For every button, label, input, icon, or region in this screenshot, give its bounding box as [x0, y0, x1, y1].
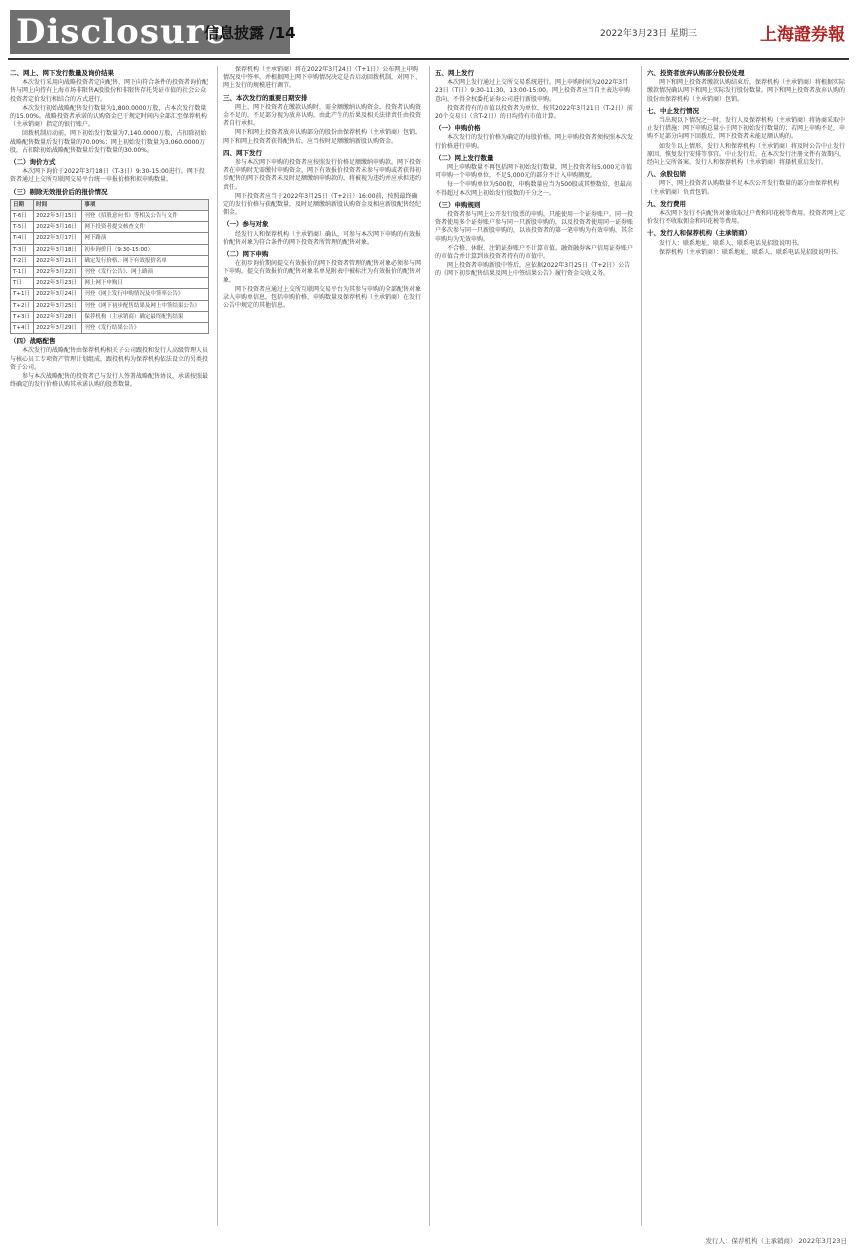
- issue-date: 2022年3月23日 星期三: [600, 29, 697, 39]
- table-cell: 2022年3月21日: [34, 255, 82, 266]
- paragraph: 回拨机制启动前，网下初始发行数量为7,140.0000万股，占扣除初始战略配售数量后发行数量的70.00%；网上初始发行数量为3,060.0000万股，占扣除初始战略配售数量后发行数量的30.00%。: [10, 130, 207, 154]
- table-body: [11, 211, 209, 334]
- column-divider: [217, 66, 218, 1226]
- table-row: [11, 311, 209, 322]
- table-cell: 2022年3月15日: [34, 211, 82, 222]
- paragraph: 网上申购数量不再包括网下初始发行数量，网上投资者每5,000元市值可申购一个申购单位，不足5,000元的部分不计入申购额度。: [435, 164, 633, 180]
- column-2: [223, 66, 422, 1226]
- column-divider: [641, 66, 642, 1226]
- schedule-table: [10, 199, 209, 334]
- table-row: [11, 300, 209, 311]
- paragraph: 不合格、休眠、注销证券账户不计算市值。融资融券客户信用证券账户的市值合并计算到该投资者持有的市值中。: [435, 244, 634, 261]
- table-cell: T-5日: [11, 222, 34, 233]
- paragraph: 本次发行初始战略配售发行数量为1,800.0000万股，占本次发行数量的15.00%。战略投资者承诺的认购资金已于规定时间内全部汇至保荐机构（主承销商）指定的银行账户。: [10, 104, 207, 129]
- heading: 八、余股包销: [647, 170, 686, 179]
- heading: （二）询价方式: [10, 158, 56, 167]
- table-cell: T-6日: [11, 211, 34, 222]
- paragraph: 网下和网上投资者缴款认购结束后，保荐机构（主承销商）将根据实际缴款情况确认网下和网上实际发行股份数量。网下和网上投资者放弃认购的股份由保荐机构（主承销商）包销。: [647, 79, 846, 103]
- column-4: [647, 66, 846, 1226]
- table-cell: 2022年3月16日: [34, 222, 82, 233]
- paragraph: 本次发行的发行价格为确定的每股价格。网上申购投资者须按照本次发行价格进行申购。: [435, 134, 634, 150]
- table-cell: 刊登《网上发行申购情况及中签率公告》: [82, 289, 209, 300]
- paragraph: 保荐机构（主承销商）：联系地址、联系人、联系电话见招股说明书。: [659, 248, 843, 256]
- table-row: [11, 267, 209, 278]
- table-row: [11, 244, 209, 255]
- heading: 二、网上、网下发行数量及询价结果: [10, 69, 114, 77]
- paragraph: 本次发行采用向战略投资者定向配售、网下向符合条件的投资者询价配售与网上向持有上海市场非限售A股股份和非限售存托凭证市值的社会公众投资者定价发行相结合的方式进行。: [10, 79, 209, 103]
- brand-banner: Disclosure: [10, 10, 290, 54]
- heading: 三、本次发行的重要日期安排: [223, 93, 308, 102]
- table-cell: T+1日: [11, 289, 34, 300]
- table-cell: 2022年3月29日: [34, 323, 82, 334]
- table-cell: 2022年3月17日: [34, 233, 82, 244]
- table-row: [11, 222, 209, 233]
- table-cell: 网上网下申购日: [82, 278, 209, 289]
- paragraph: 每一个申购单位为500股，申购数量应当为500股或其整数倍，但最高不得超过本次网上初始发行股数的千分之一。: [435, 181, 632, 197]
- heading: 四、网下发行: [223, 148, 262, 157]
- heading: （二）网下申购: [223, 250, 269, 259]
- heading: 十、发行人和保荐机构（主承销商）: [647, 229, 751, 238]
- table-cell: 确定发行价格、网下有效报价名单: [82, 255, 209, 266]
- table-cell: 2022年3月18日: [34, 244, 82, 255]
- column-3: [435, 66, 634, 1226]
- table-cell: T-3日: [11, 244, 34, 255]
- paragraph: 参与本次战略配售的投资者已与发行人签署战略配售协议，承诺按照最终确定的发行价格认购其承诺认购的股票数量。: [10, 373, 209, 389]
- table-row: [11, 323, 209, 334]
- table-cell: 刊登《招股意向书》等相关公告与文件: [82, 211, 209, 222]
- heading: （四）战略配售: [10, 337, 56, 346]
- table-title: （三）剔除无效报价后的报价情况: [10, 187, 108, 196]
- table-row: [11, 278, 209, 289]
- paragraph: 经发行人和保荐机构（主承销商）确认，可参与本次网下申购的有效报价配售对象为符合条件的网下投资者所管理的配售对象。: [223, 230, 422, 246]
- table-cell: 2022年3月22日: [34, 267, 82, 278]
- table-cell: T日: [11, 278, 34, 289]
- paragraph: 网上投资者申购新股中签后，应依据2022年3月25日（T+2日）公告的《网下初步配售结果及网上中签结果公告》履行资金交收义务。: [435, 262, 631, 278]
- table-cell: 初步询价日（9:30-15:00）: [82, 244, 209, 255]
- paragraph: 本次发行的战略配售由保荐机构相关子公司跟投和发行人高级管理人员与核心员工专项资产管理计划组成，跟投机构为保荐机构依法设立的另类投资子公司。: [10, 347, 209, 371]
- paragraph: 当出现以下情况之一时，发行人及保荐机构（主承销商）将协商采取中止发行措施：网下申购总量小于网下初始发行数量的；若网上申购不足，申购不足部分向网下回拨后，网下投资者未能足额认购的。: [647, 117, 846, 141]
- page-footer: 发行人：保荐机构（主承销商） 2022年3月23日: [705, 1237, 847, 1245]
- paragraph: 投资者持有的市值以投资者为单位，按其2022年3月21日（T-2日）前20个交易日（含T-2日）的日均持有市值计算。: [435, 104, 633, 121]
- paragraph: 本次网上发行通过上交所交易系统进行，网上申购时间为2022年3月23日（T日）9:30-11:30、13:00-15:00。网上投资者应当自主表达申购意向，不得全权委托证券公司进行新股申购。: [435, 79, 630, 103]
- table-cell: 刊登《发行结果公告》: [82, 323, 209, 334]
- section-title: 信息披露 /14: [204, 24, 296, 42]
- table-header-cell: 事项: [82, 199, 209, 210]
- table-cell: 2022年3月23日: [34, 278, 82, 289]
- table-row: [11, 289, 209, 300]
- table-cell: T+4日: [11, 323, 34, 334]
- paragraph: 发行人：联系地址、联系人、联系电话见招股说明书。: [659, 239, 804, 247]
- newspaper-masthead: 上海證券報: [760, 25, 845, 45]
- heading: （三）申购规则: [435, 200, 481, 209]
- heading: 五、网上发行: [435, 69, 474, 77]
- paragraph: 网下投资者应通过上交所互联网交易平台为其参与申购的全部配售对象录入申购单信息，包括申购价格、申购数量及保荐机构（主承销商）在发行公告中规定的其他信息。: [223, 285, 422, 310]
- table-cell: T-1日: [11, 267, 34, 278]
- table-row: [11, 255, 209, 266]
- table-header-cell: 时间: [34, 199, 82, 210]
- table-cell: T+3日: [11, 311, 34, 322]
- paragraph: 保荐机构（主承销商）将在2022年3月24日（T+1日）公布网上申购情况及中签率，并根据网上网下申购情况决定是否启动回拨机制，对网下、网上发行的规模进行调节。: [223, 66, 422, 90]
- table-cell: 刊登《网下初步配售结果及网上中签结果公告》: [82, 300, 209, 311]
- table-cell: 2022年3月28日: [34, 311, 82, 322]
- article-columns: [10, 66, 847, 1234]
- page-header: [0, 0, 857, 62]
- paragraph: 本次网下发行不向配售对象收取过户费和印花税等费用。投资者网上定价发行不收取佣金和印花税等费用。: [647, 210, 846, 226]
- heading: （二）网上发行数量: [435, 153, 494, 162]
- paragraph: 网下投资者应当于2022年3月25日（T+2日）16:00前，按照最终确定的发行价格与获配数量，及时足额缴纳新股认购资金及相应新股配售经纪佣金。: [223, 192, 422, 217]
- table-header-row: [11, 199, 209, 210]
- table-cell: 保荐机构（主承销商）确定最终配售结果: [82, 311, 209, 322]
- heading: 七、中止发行情况: [647, 106, 699, 115]
- table-header-cell: 日期: [11, 199, 34, 210]
- paragraph: 投资者参与网上公开发行股票的申购，只能使用一个证券账户。同一投资者使用多个证券账户参与同一只新股申购的，以及投资者使用同一证券账户多次参与同一只新股申购的，以该投资者的第一笔申购为有效申购，其余申购均为无效申购。: [435, 211, 634, 243]
- paragraph: 参与本次网下申购的投资者应按照发行价格足额缴纳申购款。网下投资者在申购时无需缴付申购资金。网下有效报价投资者未参与申购或者获得初步配售的网下投资者未及时足额缴纳申购款的，将被视为违约并应承担违约责任。: [223, 159, 422, 191]
- heading: 六、投资者放弃认购部分股份处理: [647, 69, 745, 77]
- paragraph: 本次网下询价于2022年3月18日（T-3日）9:30-15:00进行。网下投资者通过上交所互联网交易平台统一申报价格和拟申购数量。: [10, 168, 205, 184]
- heading: （一）参与对象: [223, 220, 269, 229]
- table-cell: 网下投资者提交核查文件: [82, 222, 209, 233]
- table-cell: T-2日: [11, 255, 34, 266]
- table-cell: 2022年3月25日: [34, 300, 82, 311]
- table-cell: T-4日: [11, 233, 34, 244]
- table-row: [11, 233, 209, 244]
- table-cell: 刊登《发行公告》、网上路演: [82, 267, 209, 278]
- table-cell: 网下路演: [82, 233, 209, 244]
- table-cell: T+2日: [11, 300, 34, 311]
- column-1: [10, 66, 209, 1226]
- header-rule: [8, 58, 849, 60]
- heading: 九、发行费用: [647, 199, 686, 208]
- paragraph: 如发生以上情形，发行人和保荐机构（主承销商）将及时公告中止发行原因、恢复发行安排等事宜。中止发行后，在本次发行注册文件有效期内，经向上交所备案，发行人和保荐机构（主承销商）将择机重启发行。: [647, 142, 846, 167]
- heading: （一）申购价格: [435, 124, 481, 133]
- paragraph: 网下、网上投资者认购数量不足本次公开发行数量的部分由保荐机构（主承销商）负责包销。: [647, 180, 840, 196]
- table-row: [11, 211, 209, 222]
- paragraph: 网下和网上投资者放弃认购部分的股份由保荐机构（主承销商）包销。网下和网上投资者获得配售后，应当按时足额缴纳新股认购资金。: [223, 129, 422, 145]
- paragraph: 在初步询价期间提交有效报价的网下投资者管理的配售对象必须参与网下申购。提交有效报价的配售对象名单见附表中被标注为有效报价的配售对象。: [223, 260, 422, 284]
- column-divider: [429, 66, 430, 1226]
- paragraph: 网上、网下投资者在缴款认购时，需全额缴纳认购资金，投资者认购资金不足的，不足部分视为放弃认购，由此产生的后果及相关法律责任由投资者自行承担。: [223, 103, 422, 128]
- table-cell: 2022年3月24日: [34, 289, 82, 300]
